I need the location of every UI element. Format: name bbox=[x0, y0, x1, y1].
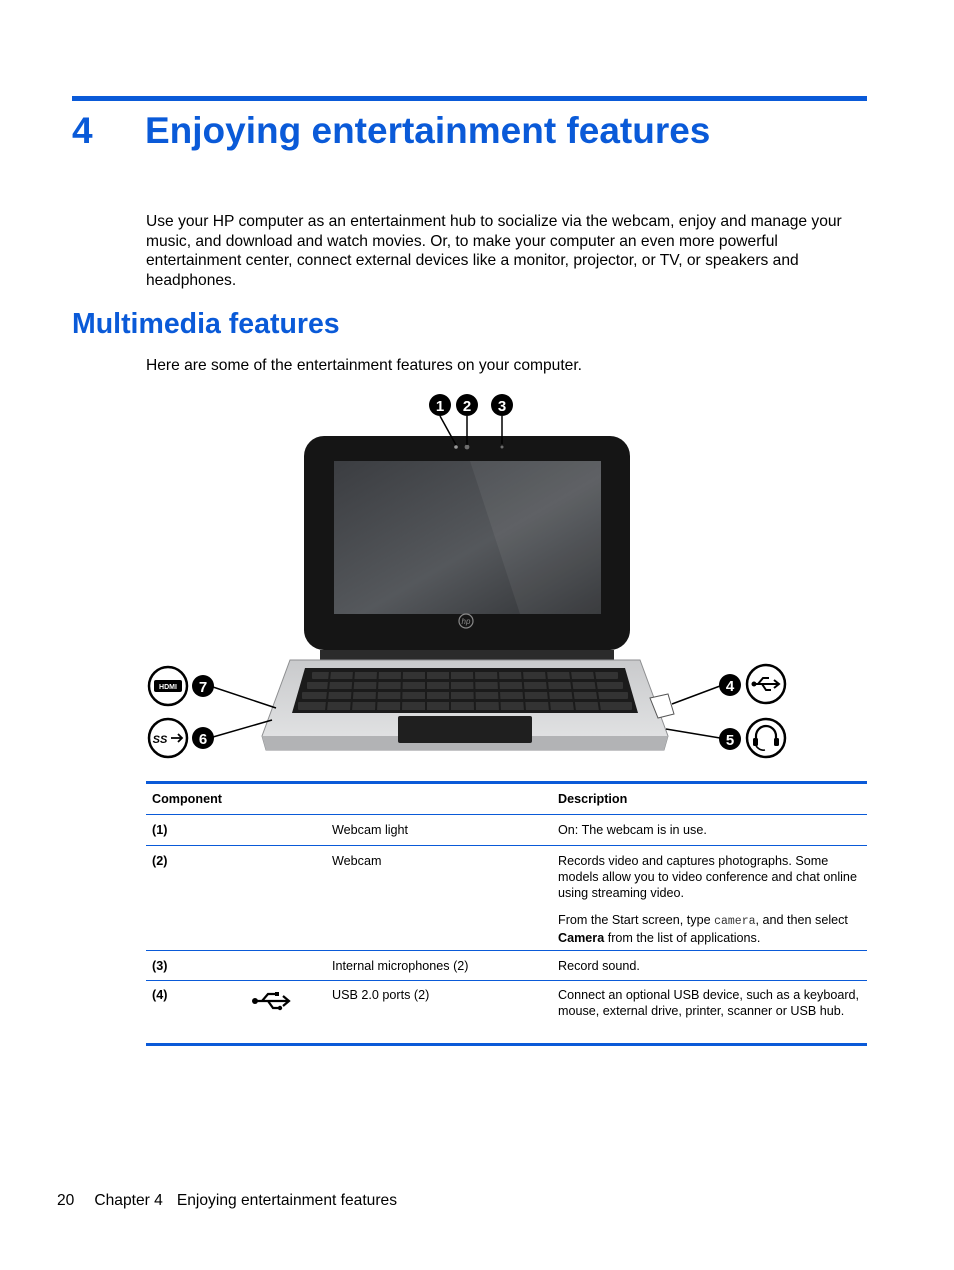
touchpad bbox=[398, 716, 532, 743]
callout-4 bbox=[672, 674, 741, 704]
callout-6 bbox=[192, 720, 272, 749]
webcam bbox=[465, 445, 470, 450]
svg-text:4: 4 bbox=[725, 678, 735, 695]
webcam-light bbox=[454, 445, 458, 449]
chapter-heading bbox=[72, 106, 710, 156]
internal-microphone bbox=[501, 446, 504, 449]
footer-title: Enjoying entertainment features bbox=[176, 1192, 398, 1209]
table-header-row bbox=[146, 784, 867, 815]
chapter-number: 4 bbox=[72, 110, 93, 151]
laptop-figure bbox=[140, 388, 800, 766]
svg-text:SS: SS bbox=[152, 734, 168, 746]
svg-text:1: 1 bbox=[435, 398, 445, 415]
usb-icon bbox=[251, 990, 293, 1012]
usb-icon bbox=[747, 665, 785, 703]
table-bottom-rule bbox=[146, 1043, 867, 1046]
chapter-title: Enjoying entertainment features bbox=[145, 110, 711, 151]
chapter-rule bbox=[72, 96, 867, 101]
component-table bbox=[146, 781, 867, 1046]
header-description: Description bbox=[558, 792, 628, 806]
table-row: (3) Internal microphones (2) Record sound. bbox=[146, 951, 867, 981]
svg-text:5: 5 bbox=[725, 732, 735, 749]
hp-logo-text: hp bbox=[461, 617, 471, 626]
headset-icon bbox=[747, 719, 785, 757]
hdmi-icon bbox=[149, 667, 187, 705]
callout-7 bbox=[192, 675, 276, 708]
section-title: Multimedia features bbox=[72, 308, 340, 340]
svg-text:HDMI: HDMI bbox=[159, 684, 177, 691]
callout-5 bbox=[666, 728, 741, 750]
laptop-hinge bbox=[320, 650, 614, 660]
header-component: Component bbox=[152, 792, 222, 806]
section-lead: Here are some of the entertainment features on your computer. bbox=[146, 357, 582, 374]
svg-text:7: 7 bbox=[198, 679, 208, 696]
page-footer bbox=[57, 1192, 397, 1210]
svg-text:2: 2 bbox=[462, 398, 472, 415]
svg-text:6: 6 bbox=[198, 731, 208, 748]
table-row: (4) USB 2.0 ports (2) Connect an optional USB device, such as a keyboard, mouse, external drive, printer, scanner or USB hub. bbox=[152, 988, 860, 1018]
table-row: (2) Webcam Records video and captures photographs. Some models allow you to video conference and chat online using streaming video. From the Start screen, type camera, and then select Camera from the list of applications. bbox=[146, 846, 867, 951]
svg-text:3: 3 bbox=[497, 398, 507, 415]
footer-chapter: Chapter 4 bbox=[94, 1192, 163, 1209]
table-row: (1) Webcam light On: The webcam is in use. bbox=[146, 815, 867, 846]
page-number: 20 bbox=[57, 1192, 75, 1209]
usb3-ss-icon bbox=[149, 719, 187, 757]
intro-paragraph: Use your HP computer as an entertainment hub to socialize via the webcam, enjoy and manage your music, and download and watch movies. Or, to make your computer an even more powerful entertainment center, connect external devices like a monitor, projector, or TV, or speakers and headphones. bbox=[146, 213, 842, 289]
